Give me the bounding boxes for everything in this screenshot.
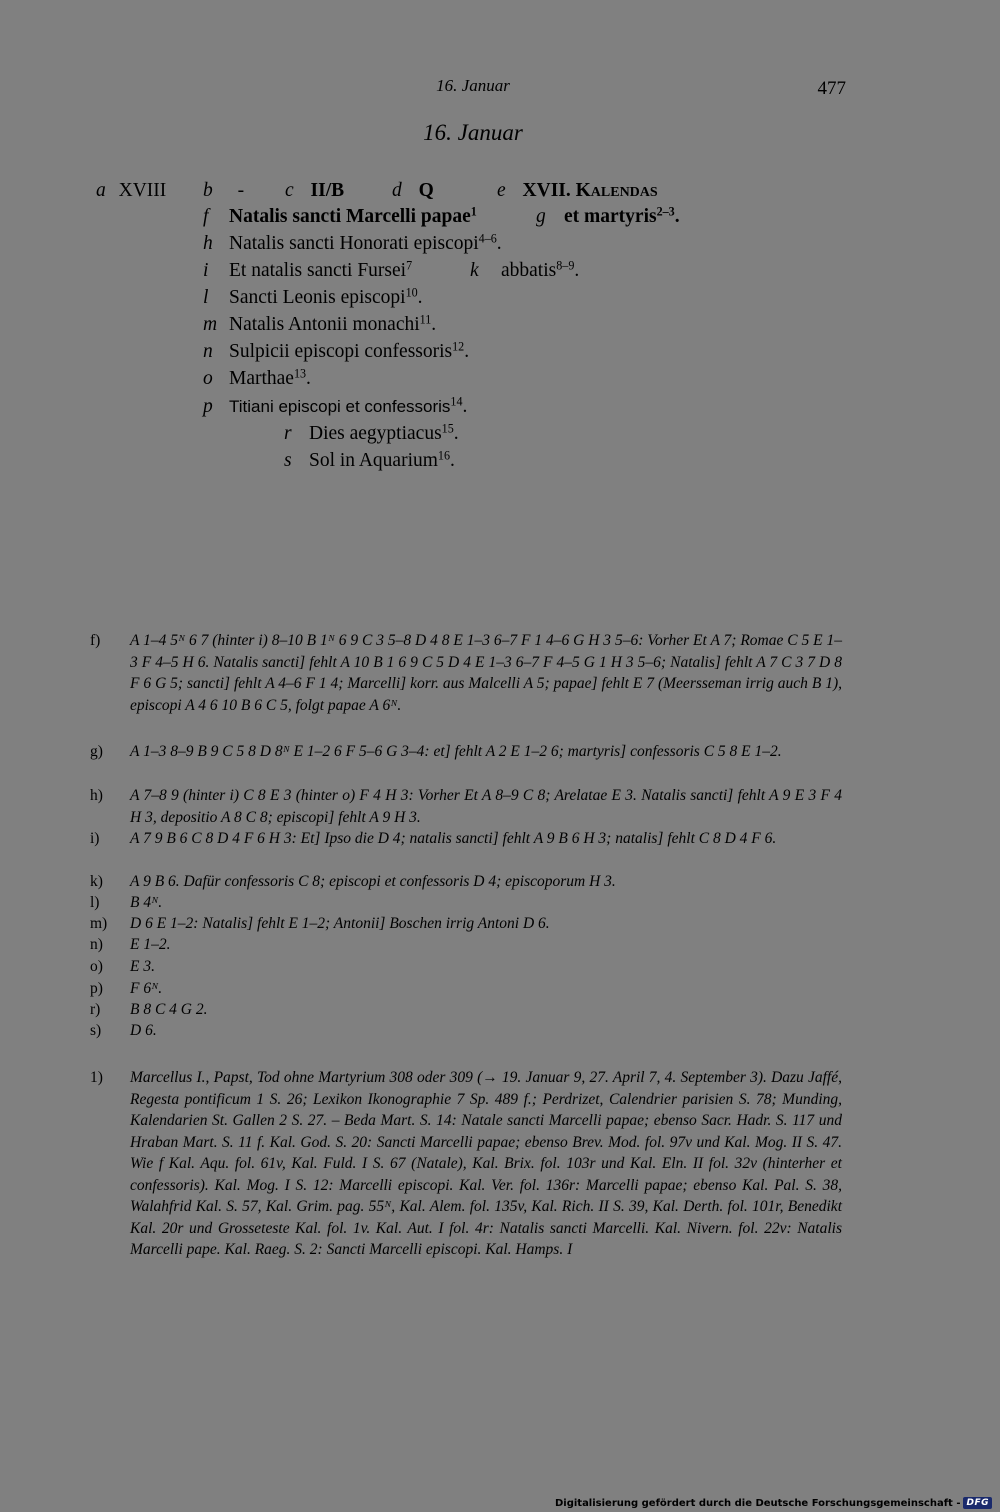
calendar-entry-o: o Marthae$^{13}$. [203,366,311,389]
entry-note: 14 [450,394,463,409]
calendar-row-a [96,180,166,202]
apparatus-text: A 7 9 B 6 C 8 D 4 F 6 H 3: Et] Ipso die D 4; natalis sancti] fehlt A 9 B 6 H 3; natalis] fehlt C 8 D 4 F 6. [130,830,777,847]
entry-text: Dies aegyptiacus [309,423,442,444]
apparatus-text: B 4ᴺ. [130,894,163,911]
entry-note: 1 [470,204,477,219]
dfg-credit [555,1497,992,1509]
entry-note: 8–9 [556,258,575,273]
apparatus-label: o) [90,958,103,975]
entry-text: Sulpicii episcopi confessoris [229,341,453,362]
calendar-row-c [285,180,344,202]
entry-note: 7 [406,258,413,273]
entry-note: 2–3 [656,204,675,219]
calendar-row-b [203,180,244,202]
day-heading: 16. Januar [423,120,523,145]
entry-key: o [203,368,213,389]
entry-key: i [203,260,209,281]
dfg-credit-text: Digitalisierung gefördert durch die Deutsche Forschungsgemeinschaft - [554,1497,961,1509]
commentary-text: Marcellus I., Papst, Tod ohne Martyrium 308 oder 309 (→ 19. Januar 9, 27. April 7, 4. September 3). Dazu Jaffé, Regesta pontificum 1 S. 26; Lexikon Ikonographie 7 Sp. 489 f.; Perdrizet, Calendrier parisien S. 78; Munding, Kalendarien St. Gallen 2 S. 27. – Beda Mart. S. 14: Natale sancti Marcelli papae; ebenso Sacr. Hadr. S. 117 und Hraban Mart. S. 11 f. Kal. God. S. 20: Sancti Marcelli papae; ebenso Brev. Mod. fol. 97v und Kal. Mog. II S. 47. Wie f Kal. Aqu. fol. 61v, Kal. Fuld. I S. 67 (Natale), Kal. Brix. fol. 103r und Kal. Eln. II fol. 32v (hinterher et confessoris). Kal. Mog. I S. 12: Marcelli episcopi. Kal. Ver. fol. 136r: Marcelli papae; ebenso Kal. Pal. S. 38, Walahfrid Kal. S. 57, Kal. Grim. pag. 55ᴺ, Kal. Alem. fol. 135v, Kal. Rich. II S. 39, Kal. Derth. fol. 101r, Benedikt Kal. 20r und Grosseteste Kal. fol. 1v. Kal. Aut. I fol. 4r: Natalis sancti Marcelli. Kal. Nivern. fol. 22v: Natalis Marcelli pape. Kal. Raeg. S. 2: Sancti Marcelli episcopi. Kal. Hamps. I [130,1069,842,1258]
siglum-value: XVIII [118,180,167,201]
dfg-logo-icon: DFG [963,1497,992,1509]
entry-note: 16 [437,448,450,463]
calendar-entry-p: p Titiani episcopi et confessoris$^{14}$. [203,394,468,417]
apparatus-label: k) [90,873,103,890]
calendar-entry-s: s Sol in Aquarium$^{16}$. [284,448,455,471]
apparatus-text: B 8 C 4 G 2. [130,1001,208,1018]
entry-text: Natalis sancti Marcelli papae [229,206,471,227]
apparatus-label: r) [90,1001,101,1018]
entry-note: 10 [405,285,418,300]
entry-key: p [203,396,213,417]
entry-key: l [203,287,209,308]
entry-text: et martyris [564,206,657,227]
apparatus-text: A 1–3 8–9 B 9 C 5 8 D 8ᴺ E 1–2 6 F 5–6 G 3–4: et] fehlt A 2 E 1–2 6; martyris] confessoris C 5 8 E 1–2. [130,743,782,760]
page-number: 477 [817,78,846,99]
apparatus-label: p) [90,980,103,997]
apparatus-label: m) [90,915,108,932]
calendar-entry-l: l Sancti Leonis episcopi$^{10}$. [203,285,423,308]
entry-key: h [203,233,213,254]
entry-note: 4–6 [478,231,497,246]
entry-note: 11 [419,312,432,327]
apparatus-label: n) [90,936,103,953]
calendar-entry-r: r Dies aegyptiacus$^{15}$. [284,421,459,444]
entry-text: Titiani episcopi et confessoris [229,397,451,416]
apparatus-text: E 3. [130,958,155,975]
siglum-key: a [96,180,106,201]
siglum-value: II/B [310,180,345,201]
apparatus-text: E 1–2. [130,936,171,953]
siglum-key: d [392,180,402,201]
entry-key: g [536,206,546,227]
calendar-row-d [392,180,434,202]
entry-note: 15 [441,421,454,436]
apparatus-text: A 1–4 5ᴺ 6 7 (hinter i) 8–10 B 1ᴺ 6 9 C 3 5–8 D 4 8 E 1–3 6–7 F 1 4–6 G H 3 5–6: Vorher Et A 7; Romae C 5 E 1–3 F 4–5 H 6. Natalis sancti] fehlt A 10 B 1 6 9 C 5 D 4 E 1–3 6–7 F 4–5 G 1 H 3 5–6; Natalis] fehlt A 7 C 3 7 D 8 F 6 G 5; sancti] fehlt A 4–6 F 1 4; Marcelli] korr. aus Malcelli A 5; papae] fehlt E 7 (Meersseman irrig auch B 1), episcopi A 4 6 10 B 6 C 5, folgt papae A 6ᴺ. [130,632,842,714]
entry-text: Sol in Aquarium [309,450,438,471]
calendar-entry-m: m Natalis Antonii monachi$^{11}$. [203,312,437,335]
siglum-value: Q [418,180,434,201]
entry-key: s [284,450,292,471]
entry-key: f [203,206,209,227]
apparatus-label: l) [90,894,100,911]
apparatus-label: f) [90,632,101,649]
calendar-entry-h: h Natalis sancti Honorati episcopi$^{4-6}$. [203,231,502,254]
entry-text: Sancti Leonis episcopi [229,287,406,308]
calendar-entry-k: k abbatis$^{8-9}$. [470,258,580,281]
entry-key: m [203,314,218,335]
calendar-entry-g: g et martyris$^{2-3}$. [536,204,680,227]
apparatus-text: D 6 E 1–2: Natalis] fehlt E 1–2; Antonii] Boschen irrig Antoni D 6. [130,915,550,932]
entry-text: Marthae [229,368,294,389]
calendar-entry-i [203,260,412,282]
entry-text: Natalis sancti Honorati episcopi [229,233,479,254]
calendar-entry-f [203,206,477,228]
entry-key: n [203,341,213,362]
apparatus-label: i) [90,830,100,847]
apparatus-label: s) [90,1022,102,1039]
commentary-label: 1) [90,1069,103,1086]
siglum-key: c [285,180,294,201]
apparatus-label: g) [90,743,103,760]
entry-text: Et natalis sancti Fursei [229,260,407,281]
apparatus-text: D 6. [130,1022,157,1039]
entry-text: abbatis [501,260,557,281]
entry-note: 13 [293,366,307,381]
apparatus-text: A 9 B 6. Dafür confessoris C 8; episcopi et confessoris D 4; episcoporum H 3. [130,873,616,890]
entry-text: Natalis Antonii monachi [229,314,420,335]
apparatus-text: A 7–8 9 (hinter i) C 8 E 3 (hinter o) F 4 H 3: Vorher Et A 8–9 C 8; Arelatae E 3. Natalis sancti] fehlt A 9 E 3 F 4 H 3, depositio A 8 C 8; episcopi] fehlt A 9 H 3. [130,787,842,826]
siglum-key: b [203,180,213,201]
calendar-entry-n: n Sulpicii episcopi confessoris$^{12}$. [203,339,470,362]
entry-note: 12 [452,339,465,354]
siglum-value: - [237,180,245,201]
calendar-row-e [497,180,658,202]
apparatus-text: F 6ᴺ. [130,980,163,997]
running-head: 16. Januar [436,76,510,95]
entry-key: k [470,260,479,281]
entry-key: r [284,423,292,444]
apparatus-label: h) [90,787,103,804]
siglum-value: XVII. Kalendas [522,180,658,201]
siglum-key: e [497,180,506,201]
